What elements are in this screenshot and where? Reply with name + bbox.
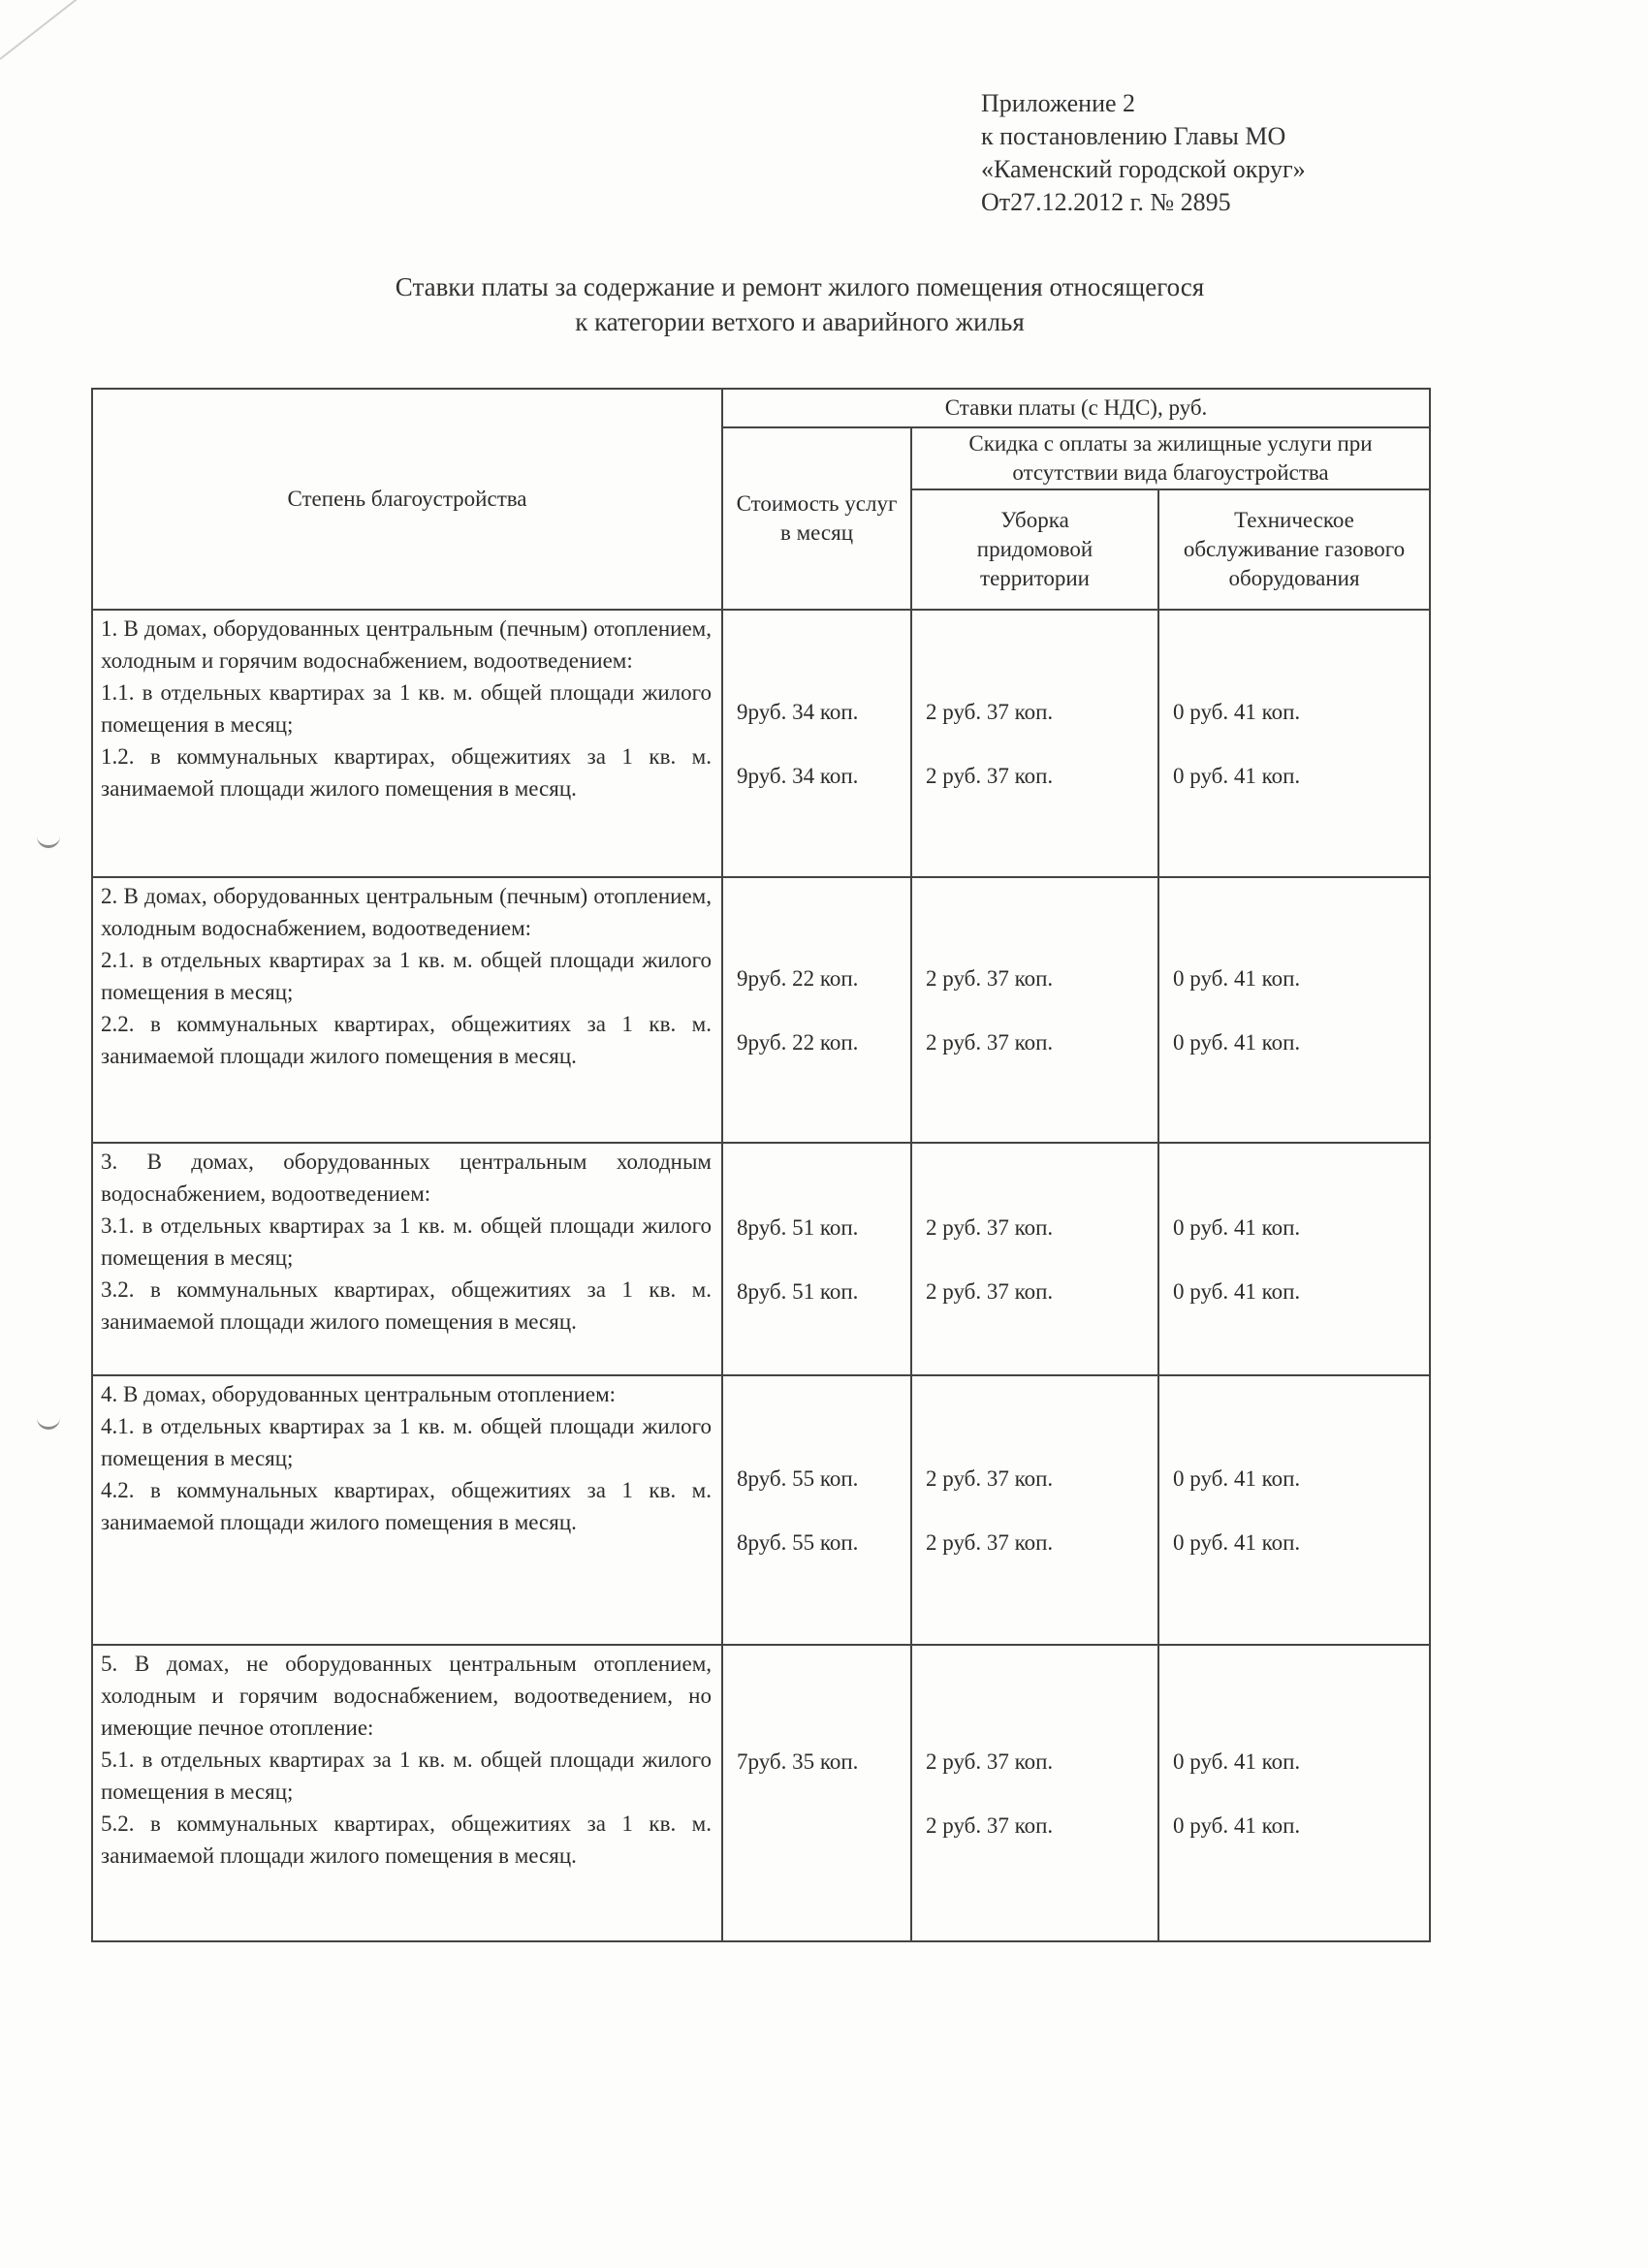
row-sub-item: 4.1. в отдельных квартирах за 1 кв. м. общей площади жилого помещения в месяц; [101, 1414, 712, 1470]
row-sub-item: 5.1. в отдельных квартирах за 1 кв. м. общей площади жилого помещения в месяц; [101, 1748, 712, 1804]
cleaning-value: 2 руб. 37 коп. [926, 699, 1054, 724]
gas-cell [1158, 877, 1430, 1143]
rates-table [91, 388, 1431, 1942]
row-description [92, 1375, 722, 1645]
row-description [92, 1143, 722, 1375]
cost-value: 9руб. 22 коп. [737, 1029, 859, 1055]
cleaning-cell [911, 1143, 1158, 1375]
row-sub-item: 3.1. в отдельных квартирах за 1 кв. м. общей площади жилого помещения в месяц; [101, 1213, 712, 1270]
gas-value: 0 руб. 41 коп. [1173, 1529, 1301, 1555]
cleaning-value: 2 руб. 37 коп. [926, 763, 1054, 788]
appendix-line: «Каменский городской округ» [981, 155, 1306, 183]
cleaning-value: 2 руб. 37 коп. [926, 1748, 1054, 1774]
row-sub-item: 4.2. в коммунальных квартирах, общежитиях за 1 кв. м. занимаемой площади жилого помещения в месяц. [101, 1478, 712, 1534]
table-row [92, 877, 1430, 1143]
cost-cell [722, 1375, 911, 1645]
table-row [92, 1143, 1430, 1375]
cost-cell [722, 1143, 911, 1375]
row-sub-item: 1.1. в отдельных квартирах за 1 кв. м. общей площади жилого помещения в месяц; [101, 680, 712, 737]
row-sub-item: 2.2. в коммунальных квартирах, общежитиях за 1 кв. м. занимаемой площади жилого помещения в месяц. [101, 1012, 712, 1068]
cost-value: 8руб. 51 коп. [737, 1278, 859, 1304]
gas-value: 0 руб. 41 коп. [1173, 965, 1301, 991]
header-discount: Скидка с оплаты за жилищные услуги при отсутствии вида благоустройства [911, 427, 1430, 489]
row-sub-item: 2.1. в отдельных квартирах за 1 кв. м. общей площади жилого помещения в месяц; [101, 948, 712, 1004]
gas-value: 0 руб. 41 коп. [1173, 699, 1301, 724]
row-sub-item: 1.2. в коммунальных квартирах, общежитиях за 1 кв. м. занимаемой площади жилого помещения в месяц. [101, 744, 712, 801]
cleaning-value: 2 руб. 37 коп. [926, 1278, 1054, 1304]
punch-hole-mark [37, 1415, 60, 1430]
gas-cell [1158, 610, 1430, 877]
cleaning-value: 2 руб. 37 коп. [926, 965, 1054, 991]
table-row [92, 610, 1430, 877]
cleaning-cell [911, 877, 1158, 1143]
cost-value: 9руб. 34 коп. [737, 763, 859, 788]
cleaning-value: 2 руб. 37 коп. [926, 1214, 1054, 1240]
cost-value: 8руб. 55 коп. [737, 1529, 859, 1555]
row-heading: 1. В домах, оборудованных центральным (печным) отоплением, холодным и горячим водоснабжением, водоотведением: [101, 616, 712, 673]
header-cost: Стоимость услуг в месяц [722, 427, 911, 610]
gas-value: 0 руб. 41 коп. [1173, 1465, 1301, 1491]
cleaning-cell [911, 1645, 1158, 1941]
cleaning-value: 2 руб. 37 коп. [926, 1812, 1054, 1838]
cost-value: 7руб. 35 коп. [737, 1748, 859, 1774]
cost-value: 9руб. 34 коп. [737, 699, 859, 724]
row-heading: 3. В домах, оборудованных центральным холодным водоснабжением, водоотведением: [101, 1150, 712, 1206]
cleaning-value: 2 руб. 37 коп. [926, 1465, 1054, 1491]
header-gas: Техническое обслуживание газового оборудования [1158, 489, 1430, 610]
header-degree: Степень благоустройства [92, 389, 722, 610]
table-row [92, 1375, 1430, 1645]
gas-cell [1158, 1143, 1430, 1375]
row-sub-item: 3.2. в коммунальных квартирах, общежитиях за 1 кв. м. занимаемой площади жилого помещения в месяц. [101, 1277, 712, 1334]
scan-artifact-line [0, 0, 100, 60]
cleaning-cell [911, 1375, 1158, 1645]
appendix-line: к постановлению Главы МО [981, 122, 1286, 150]
gas-value: 0 руб. 41 коп. [1173, 1748, 1301, 1774]
row-description [92, 1645, 722, 1941]
gas-value: 0 руб. 41 коп. [1173, 1278, 1301, 1304]
title-line: Ставки платы за содержание и ремонт жилого помещения относящегося [395, 272, 1205, 301]
gas-value: 0 руб. 41 коп. [1173, 1214, 1301, 1240]
title-line: к категории ветхого и аварийного жилья [575, 307, 1025, 336]
appendix-line: От27.12.2012 г. № 2895 [981, 188, 1231, 216]
header-cleaning: Уборка придомовой территории [911, 489, 1158, 610]
gas-cell [1158, 1645, 1430, 1941]
row-heading: 4. В домах, оборудованных центральным отоплением: [101, 1382, 617, 1406]
cleaning-value: 2 руб. 37 коп. [926, 1029, 1054, 1055]
cost-cell [722, 877, 911, 1143]
cost-value: 8руб. 51 коп. [737, 1214, 859, 1240]
gas-cell [1158, 1375, 1430, 1645]
table-row [92, 1645, 1430, 1941]
document-title [242, 269, 1357, 339]
cleaning-value: 2 руб. 37 коп. [926, 1529, 1054, 1555]
cost-value [737, 1793, 910, 1857]
cost-cell [722, 610, 911, 877]
row-sub-item: 5.2. в коммунальных квартирах, общежитиях за 1 кв. м. занимаемой площади жилого помещения в месяц. [101, 1811, 712, 1868]
row-description [92, 877, 722, 1143]
cleaning-cell [911, 610, 1158, 877]
row-heading: 2. В домах, оборудованных центральным (печным) отоплением, холодным водоснабжением, водоотведением: [101, 884, 712, 940]
row-description [92, 610, 722, 877]
header-rates: Ставки платы (с НДС), руб. [722, 389, 1430, 427]
appendix-reference [981, 87, 1306, 219]
cost-value: 8руб. 55 коп. [737, 1465, 859, 1491]
appendix-line: Приложение 2 [981, 89, 1136, 117]
cost-cell [722, 1645, 911, 1941]
gas-value: 0 руб. 41 коп. [1173, 763, 1301, 788]
punch-hole-mark [37, 834, 60, 848]
gas-value: 0 руб. 41 коп. [1173, 1029, 1301, 1055]
row-heading: 5. В домах, не оборудованных центральным отоплением, холодным и горячим водоснабжением, водоотведением, но имеющие печное отопление: [101, 1652, 712, 1740]
cost-value: 9руб. 22 коп. [737, 965, 859, 991]
gas-value: 0 руб. 41 коп. [1173, 1812, 1301, 1838]
